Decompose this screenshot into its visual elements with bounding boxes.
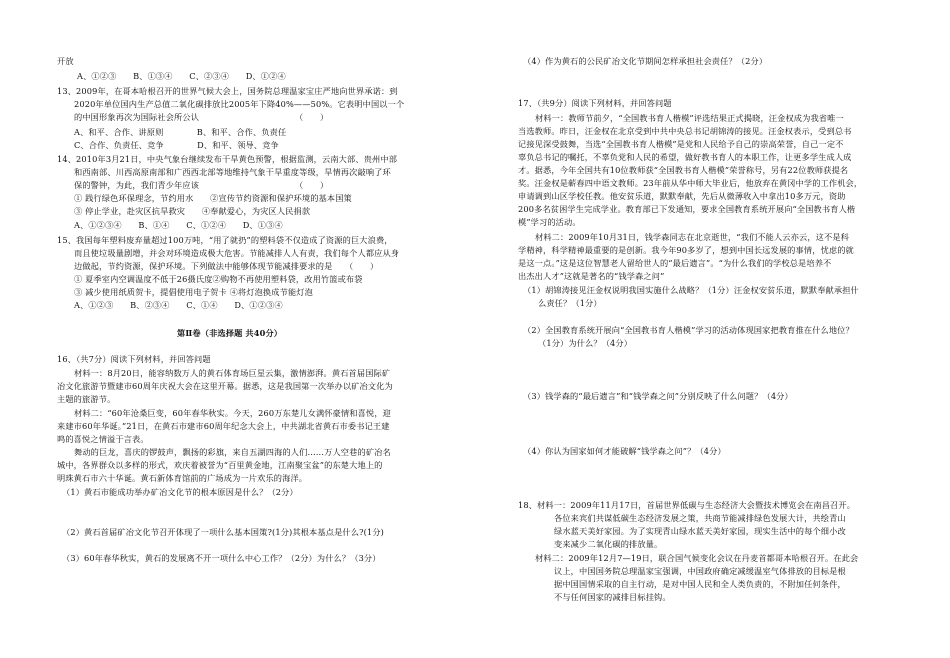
text-line: 各位来宾们共谋低碳生态经济发展之策，共商节能减排绿色发展大计，共绘青山 bbox=[554, 513, 846, 523]
text-line: 据中国国情采取的自主行动，是对中国人民和全人类负责的，不附加任何条件， bbox=[554, 579, 846, 589]
text-line: 学精神，科学精神最重要的是创新。我今年90多岁了，想到中国长远发展的事情，忧虑的就 bbox=[518, 245, 854, 255]
text-line: 变来减少二氧化碳的排放量。 bbox=[554, 539, 663, 549]
text-line: 城中，各界群众以多样的形式，欢庆着被誉为“百里黄金地，江南聚宝盆”的东楚大地上的 bbox=[57, 460, 383, 470]
text-line: 保的警钟，为此，我们青少年应该 （ ） bbox=[74, 180, 329, 190]
text-line: 而且使垃圾量剧增，并会对环境造成极大危害。节能减排人人有责，我们每个人都应从身 bbox=[74, 248, 400, 258]
text-line: 当选教师。昨日，汪金权在北京受到中共中央总书记胡锦涛的接见。汪金权表示，受到总书 bbox=[518, 126, 852, 136]
text-line: ③ 停止学业，赴灾区抗旱救灾 ④奉献爱心，为灾区人民捐款 bbox=[74, 206, 311, 216]
text-line: 边做起，节约资源，保护环境。下列做法中能够体现节能减排要求的是 （ ） bbox=[74, 261, 379, 271]
text-line: 冶文化旅游节暨建市60周年庆祝大会在这里开幕。据悉，这是我国第一次举办以矿冶文化为 bbox=[57, 381, 393, 391]
text-line: 15、我国每年塑料废弃量超过100万吨，“用了就扔”的塑料袋不仅造成了资源的巨大浪费， bbox=[57, 235, 393, 245]
text-line: C、合作、负责任、竞争 D、和平、领导、竞争 bbox=[74, 140, 279, 150]
text-line: A、①②③ B、②③④ C、①④ D、①②③④ bbox=[74, 300, 283, 310]
text-line: 开放 bbox=[57, 56, 74, 66]
text-line: 200多名贫困学生完成学业。教育部已下发通知，要求全国教育系统开展向“全国教书育人楷 bbox=[518, 204, 856, 214]
text-line: 材料一：8月20日，能容纳数万人的黄石体育场巨星云集，激情澎湃。黄石首届国际矿 bbox=[74, 368, 391, 378]
text-line: ③ 减少使用纸质贺卡，提倡使用电子贺卡 ④将灯泡换成节能灯泡 bbox=[74, 287, 313, 297]
text-line: 不与任何国家的减排目标挂钩。 bbox=[554, 592, 671, 602]
text-line: 奖。汪金权是蕲春四中语文教师。23年前从华中师大毕业后，他放弃在黄冈中学的工作机会， bbox=[518, 178, 863, 188]
text-line: 来建市60年华诞。”21日，在黄石市建市60周年纪念大会上，中共湖北省黄石市委书记王建 bbox=[57, 421, 390, 431]
text-line: 明珠黄石市六十华诞。黄石新体育馆前的广场成为一片欢乐的海洋。 bbox=[57, 473, 308, 483]
text-line: 模”学习的活动。 bbox=[518, 217, 581, 227]
text-line: 是这一点。”这是这位智慧老人留给世人的“最后遗言”。“为什么我们的学校总是培养不 bbox=[518, 258, 832, 268]
text-line: （1）胡锦涛接见汪金权说明我国实施什么战略？（1分）汪金权安贫乐道，默默奉献承担什 bbox=[523, 285, 859, 295]
text-line: 辜负总书记的嘱托，不辜负党和人民的希望，做好教书育人的本职工作，让更多学生成人成 bbox=[518, 152, 852, 162]
text-line: 鸣的喜悦之情溢于言表。 bbox=[57, 434, 149, 444]
text-line: 第Ⅱ卷（非选择题 共40分） bbox=[177, 328, 283, 338]
text-line: （4）你认为国家如何才能破解“钱学森之问”？（4分） bbox=[523, 446, 726, 456]
text-line: A、和平、合作、讲原则 B、和平、合作、负责任 bbox=[74, 127, 287, 137]
text-line: 17、（共9分）阅读下列材料，并回答问题 bbox=[518, 98, 672, 108]
text-line: ① 践行绿色环保理念，节约用水 ②宣传节约资源和保护环境的基本国策 bbox=[74, 193, 352, 203]
text-line: 绿水蓝天美好家园。为了实现青山绿水蓝天美好家园，现实生活中的每个细小改 bbox=[554, 526, 846, 536]
text-line: 材料二：2009年12月7—19日，联合国气候变化会议在丹麦首都哥本哈根召开。在此会 bbox=[535, 553, 859, 563]
text-line: A、①②③④ B、①④ C、①②④ D、①③④ bbox=[74, 220, 283, 230]
text-line: 出杰出人才”这就是著名的“钱学森之问” bbox=[518, 271, 665, 281]
text-line: 14、2010年3月21日，中央气象台继续发布干旱黄色预警，根据监测，云南大部、贵州中部 bbox=[57, 154, 398, 164]
text-line: （2）黄石首届矿冶文化节召开体现了一项什么基本国策?(1分)其根本基点是什么?(1分) bbox=[62, 527, 385, 537]
text-line: 么责任？（1分） bbox=[538, 298, 602, 308]
text-line: （3）钱学森的“最后遗言”和“钱学森之问”分别反映了什么问题？（4分） bbox=[523, 391, 793, 401]
text-line: （3）60年春华秋实，黄石的发展离不开一项什么中心工作？（2分）为什么？（3分） bbox=[62, 553, 381, 563]
text-line: 的中国形象再次为国际社会所公认 （ ） bbox=[74, 112, 329, 122]
text-line: 议上，中国国务院总理温家宝强调，中国政府确定减缓温室气体排放的目标是根 bbox=[554, 566, 846, 576]
text-line: 和西南部、川西高原南部和广西西北部等地维持气象干旱重度等级，旱情再次敲响了环 bbox=[74, 167, 391, 177]
text-line: （4）作为黄石的公民矿冶文化节期间怎样承担社会责任？（2分） bbox=[523, 56, 768, 66]
text-line: 13、2009年，在哥本哈根召开的世界气候大会上，国务院总理温家宝庄严地向世界承诺：到 bbox=[57, 86, 398, 96]
text-line: A、①②③ B、①③④ C、②③④ D、①②④ bbox=[77, 71, 286, 81]
text-line: 舞动的巨龙，喜庆的锣鼓声，飘扬的彩旗，来自五湖四海的人们……万人空巷的矿冶名 bbox=[74, 447, 391, 457]
text-line: 18、材料一：2009年11月17日，首届世界低碳与生态经济大会暨技术博览会在南昌召开。 bbox=[518, 500, 856, 510]
text-line: 材料一：教师节前夕，“全国教书育人楷模”评选结果正式揭晓，汪金权成为我省唯一 bbox=[535, 113, 844, 123]
text-line: （1）黄石市能成功举办矿冶文化节的根本原因是什么？（2分） bbox=[62, 487, 298, 497]
text-line: ① 夏季室内空调温度不低于26摄氏度②购物不再使用塑料袋，改用竹篮或布袋 bbox=[74, 274, 363, 284]
text-line: 16、（共7分）阅读下列材料，并回答问题 bbox=[57, 354, 211, 364]
text-line: 主题的旅游节。 bbox=[57, 394, 116, 404]
text-line: （2）全国教育系统开展向“全国教书育人楷模”学习的活动体现国家把教育推在什么地位？ bbox=[523, 325, 854, 335]
text-line: 2020年单位国内生产总值二氧化碳排放比2005年下降40%——50%。它表明中国以一个 bbox=[74, 99, 405, 109]
text-line: 才。据悉，今年全国共有10位教师获“全国教书育人楷模”荣誉称号，另有22位教师获提名 bbox=[518, 165, 849, 175]
text-line: 材料二：“60年沧桑巨变，60年春华秋实。今天，260万东楚儿女满怀豪情和喜悦，迎 bbox=[74, 408, 391, 418]
text-line: 记接见深受鼓舞，当选“全国教书育人楷模”是党和人民给予自己的崇高荣誉，自己一定不 bbox=[518, 139, 844, 149]
text-line: 申请调到山区学校任教。他安贫乐道，默默奉献，先后从微薄收入中拿出10多万元，资助 bbox=[518, 191, 846, 201]
text-line: （1分）为什么？（4分） bbox=[538, 338, 633, 348]
text-line: 材料二：2009年10月31日，钱学森同志在北京逝世，“我们不能人云亦云，这不是科 bbox=[535, 232, 850, 242]
